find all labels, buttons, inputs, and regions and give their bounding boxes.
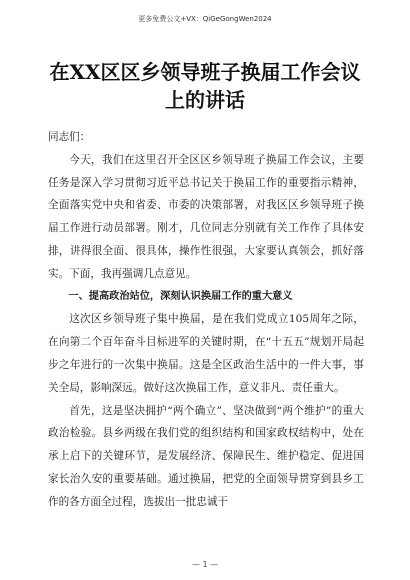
header-note: 更多免费公文+VX：QiGeGongWen2024 (138, 15, 272, 23)
paragraph-3: 首先，这是坚决拥护“两个确立”、坚决做到“两个维护”的重大政治检验。县乡两级在我们党的组织结构和国家政权结构中，处在承上启下的关键环节，是发展经济、保障民生、维护稳定、促进国家长治久安的重要基础。通过换届，把党的全面领导贯穿到县乡工作的各方面全过程，选拔出一批忠诚干 (48, 404, 364, 508)
paragraph-1: 今天，我们在这里召开全区区乡领导班子换届工作会议，主要任务是深入学习贯彻习近平总书记关于换届工作的重要指示精神，全面落实党中央和省委、市委的决策部署，对我区区乡领导班子换届工作进行动员部署。刚才，几位同志分别就有关工作作了具体安排，讲得很全面、很具体，操作性很强，大家要认真领会，抓好落实。下面，我再强调几点意见。 (48, 153, 364, 280)
page-number: — 1 — (191, 560, 219, 569)
page-title: 在XX区区乡领导班子换届工作会议上的讲话 (49, 60, 361, 112)
greeting: 同志们： (48, 131, 91, 143)
section-heading-1: 一、提高政治站位，深刻认识换届工作的重大意义 (68, 290, 293, 302)
document-body (48, 126, 364, 514)
paragraph-2: 这次区乡领导班子集中换届，是在我们党成立105周年之际，在向第二个百年奋斗目标进军的关键时期，在“十五五”规划开局起步之年进行的一次集中换届。这是全区政治生活中的一件大事，事关全局，影响深远。做好这次换届工作，意义非凡、责任重大。 (48, 313, 364, 394)
